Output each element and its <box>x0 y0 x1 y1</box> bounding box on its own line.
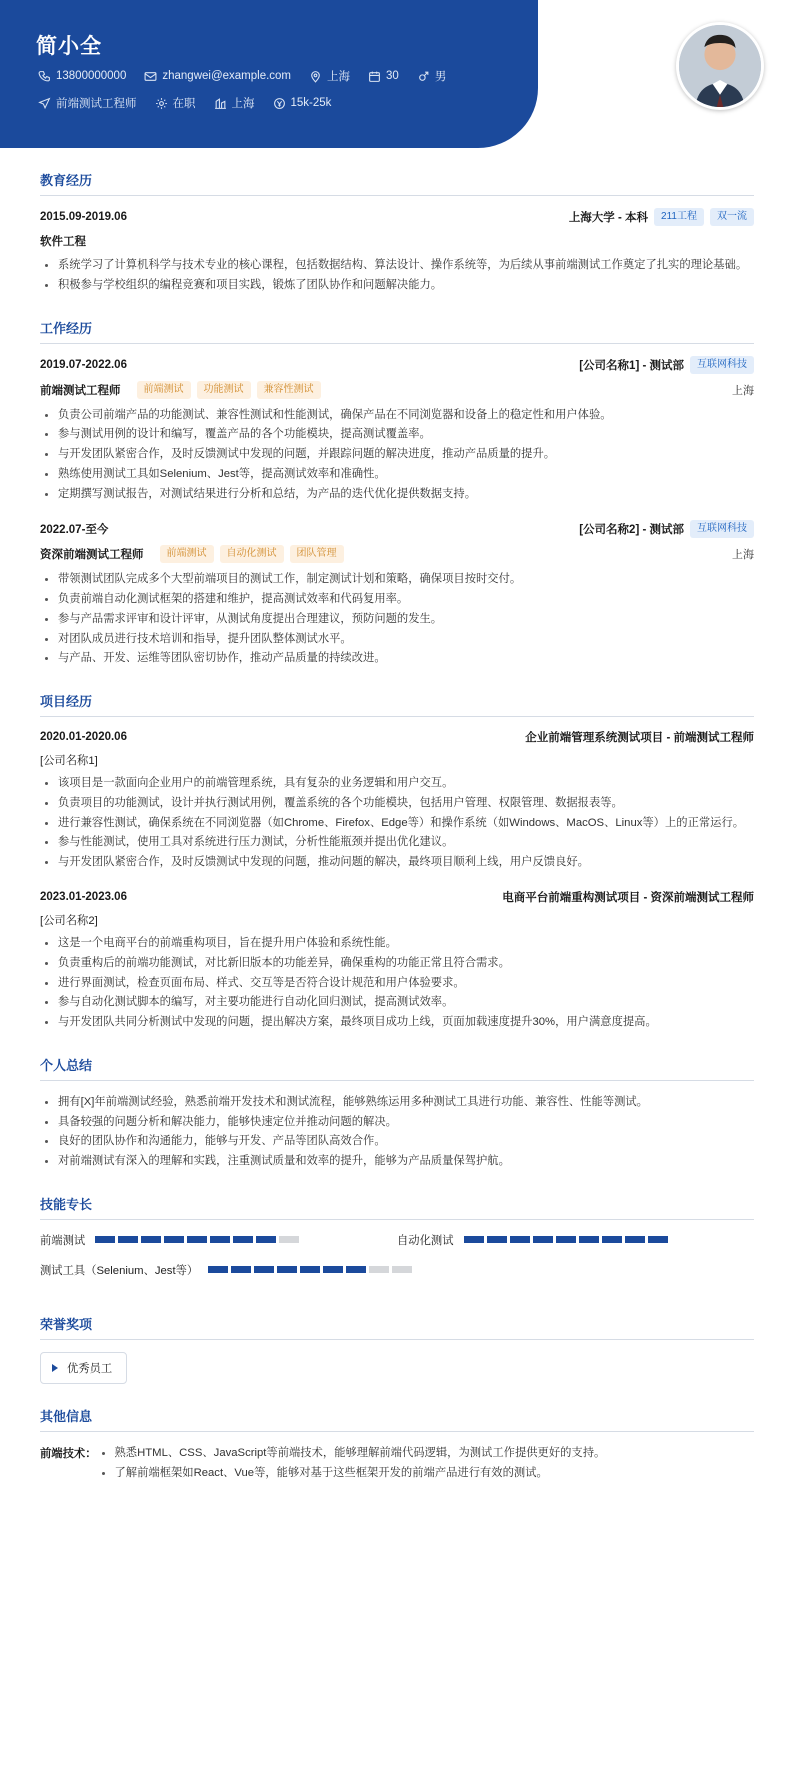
contact-info <box>38 68 464 122</box>
work-role-tag: 自动化测试 <box>220 545 284 563</box>
project-bullets <box>40 934 754 1033</box>
work-role: 资深前端测试工程师 <box>40 549 144 562</box>
work-bullets <box>40 406 754 505</box>
list-item: 带领测试团队完成多个大型前端项目的测试工作，制定测试计划和策略，确保项目按时交付。 <box>56 570 754 590</box>
resume-header <box>0 0 794 148</box>
list-item: 定期撰写测试报告，对测试结果进行分析和总结，为产品的迭代优化提供数据支持。 <box>56 485 754 505</box>
city-icon <box>214 97 227 110</box>
section-work <box>40 318 754 670</box>
calendar-icon <box>368 70 381 83</box>
list-item: 参与测试用例的设计和编写，覆盖产品的各个功能模块，提高测试覆盖率。 <box>56 425 754 445</box>
contact-age <box>368 70 399 83</box>
list-item: 拥有[X]年前端测试经验，熟悉前端开发技术和测试流程，能够熟练运用多种测试工具进行功能、兼容性、性能等测试。 <box>56 1093 754 1113</box>
skill-label: 测试工具（Selenium、Jest等） <box>40 1264 199 1277</box>
list-item: 负责项目的功能测试，设计并执行测试用例，覆盖系统的各个功能模块，包括用户管理、权限管理、数据报表等。 <box>56 794 754 814</box>
section-skills <box>40 1194 754 1292</box>
work-role-line <box>40 545 754 563</box>
education-tag: 211工程 <box>654 208 704 226</box>
work-company-group <box>579 520 754 538</box>
work-date: 2022.07-至今 <box>40 524 109 537</box>
work-role-group <box>40 381 321 399</box>
work-location: 上海 <box>732 549 754 562</box>
contact-row-1 <box>38 68 464 84</box>
contact-phone-text: 13800000000 <box>56 70 127 82</box>
list-item: 与开发团队紧密合作，及时反馈测试中发现的问题，推动问题的解决，最终项目顺利上线，用户反馈良好。 <box>56 853 754 873</box>
work-location: 上海 <box>732 384 754 397</box>
work-role-group <box>40 545 344 563</box>
work-role-tag: 团队管理 <box>290 545 344 563</box>
work-role: 前端测试工程师 <box>40 384 121 397</box>
contact-phone <box>38 70 126 83</box>
education-date: 2015.09-2019.06 <box>40 211 127 223</box>
section-title-projects: 项目经历 <box>40 691 754 717</box>
project-company: [公司名称1] <box>40 755 98 768</box>
job-status <box>155 95 196 111</box>
project-entry-header <box>40 889 754 905</box>
work-role-tag: 前端测试 <box>137 381 191 399</box>
list-item: 与开发团队紧密合作，及时反馈测试中发现的问题，并跟踪问题的解决进度，推动产品质量的提升。 <box>56 445 754 465</box>
education-major-line <box>40 233 754 249</box>
skill-rating-bar <box>208 1266 415 1273</box>
work-entry <box>40 356 754 505</box>
desired-city-text: 上海 <box>231 98 255 110</box>
list-item: 参与产品需求评审和设计评审，从测试角度提出合理建议，预防问题的发生。 <box>56 610 754 630</box>
other-row <box>40 1444 754 1484</box>
salary-expectation <box>273 97 332 110</box>
resume-body <box>0 170 794 1513</box>
section-summary <box>40 1055 754 1172</box>
work-company: [公司名称1] - 测试部 <box>579 359 684 372</box>
skill-label: 前端测试 <box>40 1234 86 1247</box>
status-icon <box>155 97 168 110</box>
list-item: 进行兼容性测试，确保系统在不同浏览器（如Chrome、Firefox、Edge等）和操作系统（如Windows、MacOS、Linux等）上的正常运行。 <box>56 814 754 834</box>
contact-location <box>309 68 350 84</box>
skills-grid <box>40 1232 754 1292</box>
contact-location-text: 上海 <box>327 71 351 83</box>
list-item: 熟悉HTML、CSS、JavaScript等前端技术，能够理解前端代码逻辑，为测试工作提供更好的支持。 <box>113 1444 755 1464</box>
project-title: 企业前端管理系统测试项目 - 前端测试工程师 <box>525 732 754 745</box>
contact-email <box>144 70 291 83</box>
award-item <box>40 1352 127 1384</box>
list-item: 熟练使用测试工具如Selenium、Jest等，提高测试效率和准确性。 <box>56 465 754 485</box>
work-entry-header <box>40 520 754 538</box>
work-entry <box>40 520 754 669</box>
list-item: 负责重构后的前端功能测试，对比新旧版本的功能差异，确保重构的功能正常且符合需求。 <box>56 954 754 974</box>
list-item: 具备较强的问题分析和解决能力，能够快速定位并推动问题的解决。 <box>56 1113 754 1133</box>
section-title-education: 教育经历 <box>40 170 754 196</box>
desired-position-text: 前端测试工程师 <box>56 98 137 110</box>
work-bullets <box>40 570 754 669</box>
work-role-tag: 前端测试 <box>160 545 214 563</box>
project-entry <box>40 889 754 1033</box>
section-education <box>40 170 754 296</box>
list-item: 对团队成员进行技术培训和指导，提升团队整体测试水平。 <box>56 630 754 650</box>
project-entry <box>40 729 754 873</box>
contact-email-text: zhangwei@example.com <box>162 70 292 82</box>
skill-rating-bar <box>464 1236 671 1243</box>
work-role-line <box>40 381 754 399</box>
list-item: 负责前端自动化测试框架的搭建和维护，提高测试效率和代码复用率。 <box>56 590 754 610</box>
gender-icon <box>417 70 430 83</box>
job-status-text: 在职 <box>172 98 196 110</box>
section-title-awards: 荣誉奖项 <box>40 1314 754 1340</box>
project-company: [公司名称2] <box>40 915 98 928</box>
education-major: 软件工程 <box>40 236 86 248</box>
work-company: [公司名称2] - 测试部 <box>579 524 684 537</box>
list-item: 进行界面测试，检查页面布局、样式、交互等是否符合设计规范和用户体验要求。 <box>56 974 754 994</box>
list-item: 参与自动化测试脚本的编写，对主要功能进行自动化回归测试，提高测试效率。 <box>56 993 754 1013</box>
section-awards <box>40 1314 754 1384</box>
contact-gender-text: 男 <box>434 71 447 83</box>
project-title: 电商平台前端重构测试项目 - 资深前端测试工程师 <box>502 892 754 905</box>
phone-icon <box>38 70 51 83</box>
education-entry <box>40 208 754 296</box>
other-bullets <box>97 1444 755 1484</box>
summary-bullets <box>40 1093 754 1172</box>
list-item: 负责公司前端产品的功能测试、兼容性测试和性能测试，确保产品在不同浏览器和设备上的稳定性和用户体验。 <box>56 406 754 426</box>
work-role-tag: 兼容性测试 <box>257 381 321 399</box>
section-other <box>40 1406 754 1484</box>
education-entry-header <box>40 208 754 226</box>
project-date: 2023.01-2023.06 <box>40 891 127 904</box>
send-icon <box>38 97 51 110</box>
desired-city <box>214 95 255 111</box>
education-tag: 双一流 <box>710 208 754 226</box>
other-value <box>97 1444 755 1484</box>
contact-age-text: 30 <box>386 70 399 82</box>
skill-item <box>397 1232 754 1248</box>
other-key: 前端技术： <box>40 1447 97 1460</box>
salary-expectation-text: 15k-25k <box>290 97 332 109</box>
education-school: 上海大学 - 本科 <box>568 212 649 224</box>
list-item: 了解前端框架如React、Vue等，能够对基于这些框架开发的前端产品进行有效的测试。 <box>113 1464 755 1484</box>
list-item: 对前端测试有深入的理解和实践，注重测试质量和效率的提升，能够为产品质量保驾护航。 <box>56 1152 754 1172</box>
section-projects <box>40 691 754 1033</box>
list-item: 该项目是一款面向企业用户的前端管理系统，具有复杂的业务逻辑和用户交互。 <box>56 774 754 794</box>
contact-row-2 <box>38 95 464 111</box>
list-item: 与开发团队共同分析测试中发现的问题，提出解决方案，最终项目成功上线，页面加载速度提升30%，用户满意度提高。 <box>56 1013 754 1033</box>
desired-position <box>38 95 137 111</box>
mail-icon <box>144 70 157 83</box>
list-item: 积极参与学校组织的编程竞赛和项目实践，锻炼了团队协作和问题解决能力。 <box>56 276 754 296</box>
section-title-skills: 技能专长 <box>40 1194 754 1220</box>
work-entry-header <box>40 356 754 374</box>
skill-label: 自动化测试 <box>397 1234 454 1247</box>
work-company-tag: 互联网科技 <box>690 520 754 538</box>
work-date: 2019.07-2022.06 <box>40 358 127 371</box>
list-item: 良好的团队协作和沟通能力，能够与开发、产品等团队高效合作。 <box>56 1132 754 1152</box>
section-title-summary: 个人总结 <box>40 1055 754 1081</box>
avatar <box>676 22 764 110</box>
location-icon <box>309 70 322 83</box>
work-role-tag: 功能测试 <box>197 381 251 399</box>
list-item: 参与性能测试，使用工具对系统进行压力测试，分析性能瓶颈并提出优化建议。 <box>56 833 754 853</box>
candidate-name: 简小全 <box>36 35 102 58</box>
project-date: 2020.01-2020.06 <box>40 731 127 744</box>
award-label: 优秀员工 <box>67 1362 113 1375</box>
section-title-work: 工作经历 <box>40 318 754 344</box>
education-school-group <box>569 208 754 226</box>
skill-item <box>40 1262 754 1278</box>
contact-gender <box>417 68 447 84</box>
list-item: 这是一个电商平台的前端重构项目，旨在提升用户体验和系统性能。 <box>56 934 754 954</box>
play-triangle-icon <box>52 1364 58 1372</box>
project-entry-header <box>40 729 754 745</box>
education-bullets <box>40 256 754 296</box>
list-item: 与产品、开发、运维等团队密切协作，推动产品质量的持续改进。 <box>56 649 754 669</box>
skill-item <box>40 1232 397 1248</box>
salary-icon <box>273 97 286 110</box>
section-title-other: 其他信息 <box>40 1406 754 1432</box>
work-company-tag: 互联网科技 <box>690 356 754 374</box>
list-item: 系统学习了计算机科学与技术专业的核心课程，包括数据结构、算法设计、操作系统等，为后续从事前端测试工作奠定了扎实的理论基础。 <box>56 256 754 276</box>
skill-rating-bar <box>95 1236 302 1243</box>
project-bullets <box>40 774 754 873</box>
work-company-group <box>579 356 754 374</box>
